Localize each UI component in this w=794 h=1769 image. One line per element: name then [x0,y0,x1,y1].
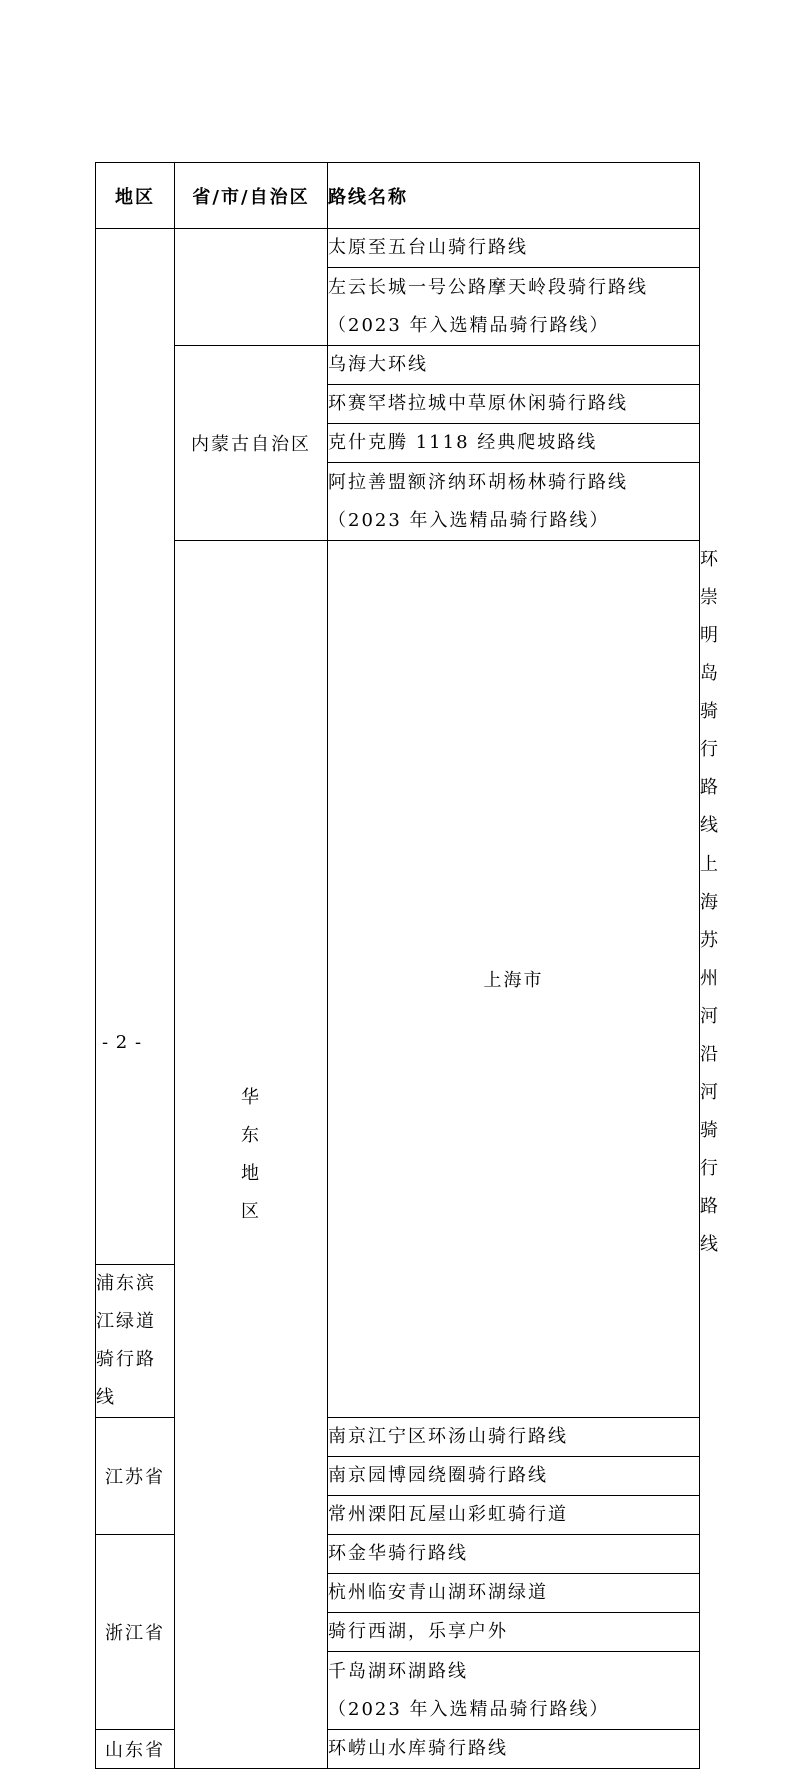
route-cell: 南京江宁区环汤山骑行路线 [328,1418,700,1457]
route-cell: 环崂山水库骑行路线 [328,1730,700,1769]
route-cell: 杭州临安青山湖环湖绿道 [328,1574,700,1613]
route-cell: 乌海大环线 [328,346,700,385]
route-cell: 常州溧阳瓦屋山彩虹骑行道 [328,1496,700,1535]
region-cell-north [96,229,175,1265]
route-line: 左云长城一号公路摩天岭段骑行路线 [328,276,648,298]
route-cell: 太原至五台山骑行路线 [328,229,700,268]
route-cell: 骑行西湖，乐享户外 [328,1613,700,1652]
province-cell-shanghai: 上海市 [328,541,700,1418]
table-row [96,346,700,385]
province-cell-shanxi [175,229,328,346]
route-cell [328,1652,700,1730]
route-cell: 克什克腾 1118 经典爬坡路线 [328,424,700,463]
route-cell: 环赛罕塔拉城中草原休闲骑行路线 [328,385,700,424]
route-line: 千岛湖环湖路线 [328,1660,468,1682]
header-region: 地区 [96,163,175,229]
route-table [95,162,720,1769]
table-row: 上海苏州河沿河骑行路线 [700,854,720,1255]
route-cell: 环金华骑行路线 [328,1535,700,1574]
route-line: 阿拉善盟额济纳环胡杨林骑行路线 [328,471,628,493]
province-cell-zhejiang: 浙江省 [96,1535,175,1730]
route-cell [328,463,700,541]
table-header-row [96,163,700,229]
header-route: 路线名称 [328,163,700,229]
province-cell-neimenggu: 内蒙古自治区 [175,346,328,541]
route-note: （2023 年入选精品骑行路线） [328,314,610,336]
region-cell-east: 华东地区 [175,541,328,1769]
route-cell: 南京园博园绕圈骑行路线 [328,1457,700,1496]
province-cell-shandong: 山东省 [96,1730,175,1769]
route-cell: 浦东滨江绿道骑行路线 [96,1265,175,1418]
page-number: - 2 - [102,1032,143,1053]
province-cell-jiangsu: 江苏省 [96,1418,175,1535]
route-cell [328,268,700,346]
route-note: （2023 年入选精品骑行路线） [328,509,610,531]
header-province: 省/市/自治区 [175,163,328,229]
table-row [96,229,700,268]
table-row: 华东地区 上海市 环崇明岛骑行路线 [96,541,700,846]
route-note: （2023 年入选精品骑行路线） [328,1698,610,1720]
